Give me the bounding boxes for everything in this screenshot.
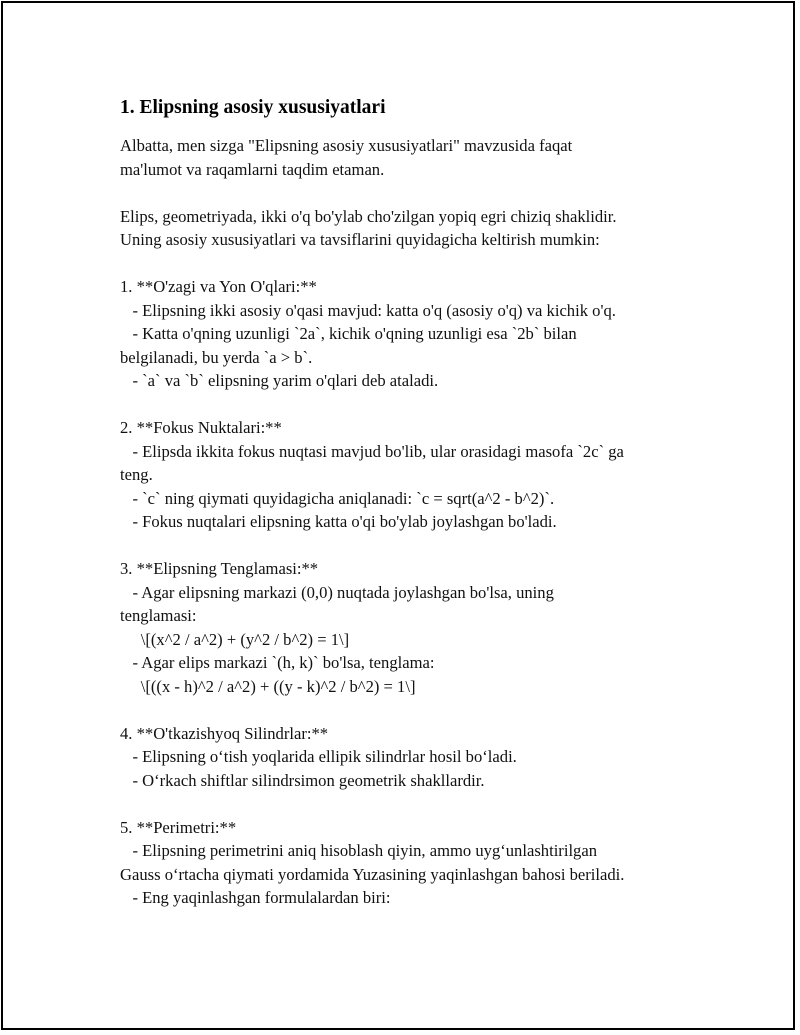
text-line: - `a` va `b` elipsning yarim o'qlari deb ataladi. bbox=[120, 371, 439, 390]
text-line: 4. **O'tkazishyoq Silindrlar:** bbox=[120, 723, 329, 743]
text-line: 1. **O'zagi va Yon O'qlari:** bbox=[120, 277, 317, 296]
blank-line bbox=[120, 534, 720, 558]
text-line: - Elipsning o‘tish yoqlarida ellipik silindrlar hosil bo‘ladi. bbox=[120, 747, 517, 766]
page-title: 1. Elipsning asosiy xususiyatlari bbox=[120, 97, 386, 118]
text-line: \[(x^2 / a^2) + (y^2 / b^2) = 1\] bbox=[120, 629, 350, 649]
text-line: - Katta o'qning uzunligi `2a`, kichik o'qning uzunligi esa `2b` bilan bbox=[120, 324, 577, 343]
blank-line bbox=[120, 181, 720, 205]
text-line: - Agar elips markazi `(h, k)` bo'lsa, tenglama: bbox=[120, 653, 435, 672]
text-line: - O‘rkach shiftlar silindrsimon geometrik shakllardir. bbox=[120, 770, 485, 790]
blank-line bbox=[120, 252, 720, 276]
text-line: \[((x - h)^2 / a^2) + ((y - k)^2 / b^2) = 1\] bbox=[120, 676, 416, 696]
document-page bbox=[1, 1, 795, 1030]
text-line: Albatta, men sizga "Elipsning asosiy xususiyatlari" mavzusida faqat bbox=[120, 136, 573, 155]
text-line: teng. bbox=[120, 465, 153, 484]
text-line: - Eng yaqinlashgan formulalardan biri: bbox=[120, 888, 391, 907]
text-line: - Fokus nuqtalari elipsning katta o'qi bo'ylab joylashgan bo'ladi. bbox=[120, 512, 557, 531]
text-line: ma'lumot va raqamlarni taqdim etaman. bbox=[120, 159, 385, 179]
text-line: belgilanadi, bu yerda `a > b`. bbox=[120, 347, 313, 367]
blank-line bbox=[120, 698, 720, 722]
text-line: Elips, geometriyada, ikki o'q bo'ylab cho'zilgan yopiq egri chiziq shaklidir. bbox=[120, 206, 617, 226]
text-line: tenglamasi: bbox=[120, 606, 197, 625]
text-line: - Elipsning perimetrini aniq hisoblash qiyin, ammo uyg‘unlashtirilgan bbox=[120, 841, 598, 860]
text-line: Gauss o‘rtacha qiymati yordamida Yuzasining yaqinlashgan bahosi beriladi. bbox=[120, 864, 625, 884]
text-line: - Agar elipsning markazi (0,0) nuqtada joylashgan bo'lsa, uning bbox=[120, 582, 554, 602]
blank-line bbox=[120, 792, 720, 816]
text-line: Uning asosiy xususiyatlari va tavsiflarini quyidagicha keltirish mumkin: bbox=[120, 230, 600, 249]
document-content bbox=[120, 95, 720, 910]
text-line: 2. **Fokus Nuktalari:** bbox=[120, 418, 282, 437]
text-line: - Elipsda ikkita fokus nuqtasi mavjud bo'lib, ular orasidagi masofa `2c` ga bbox=[120, 441, 624, 461]
text-line: 5. **Perimetri:** bbox=[120, 817, 237, 837]
document-body bbox=[120, 134, 720, 910]
text-line: - Elipsning ikki asosiy o'qasi mavjud: katta o'q (asosiy o'q) va kichik o'q. bbox=[120, 300, 616, 320]
text-line: 3. **Elipsning Tenglamasi:** bbox=[120, 559, 319, 578]
blank-line bbox=[120, 393, 720, 417]
text-line: - `c` ning qiymati quyidagicha aniqlanadi: `c = sqrt(a^2 - b^2)`. bbox=[120, 488, 555, 508]
